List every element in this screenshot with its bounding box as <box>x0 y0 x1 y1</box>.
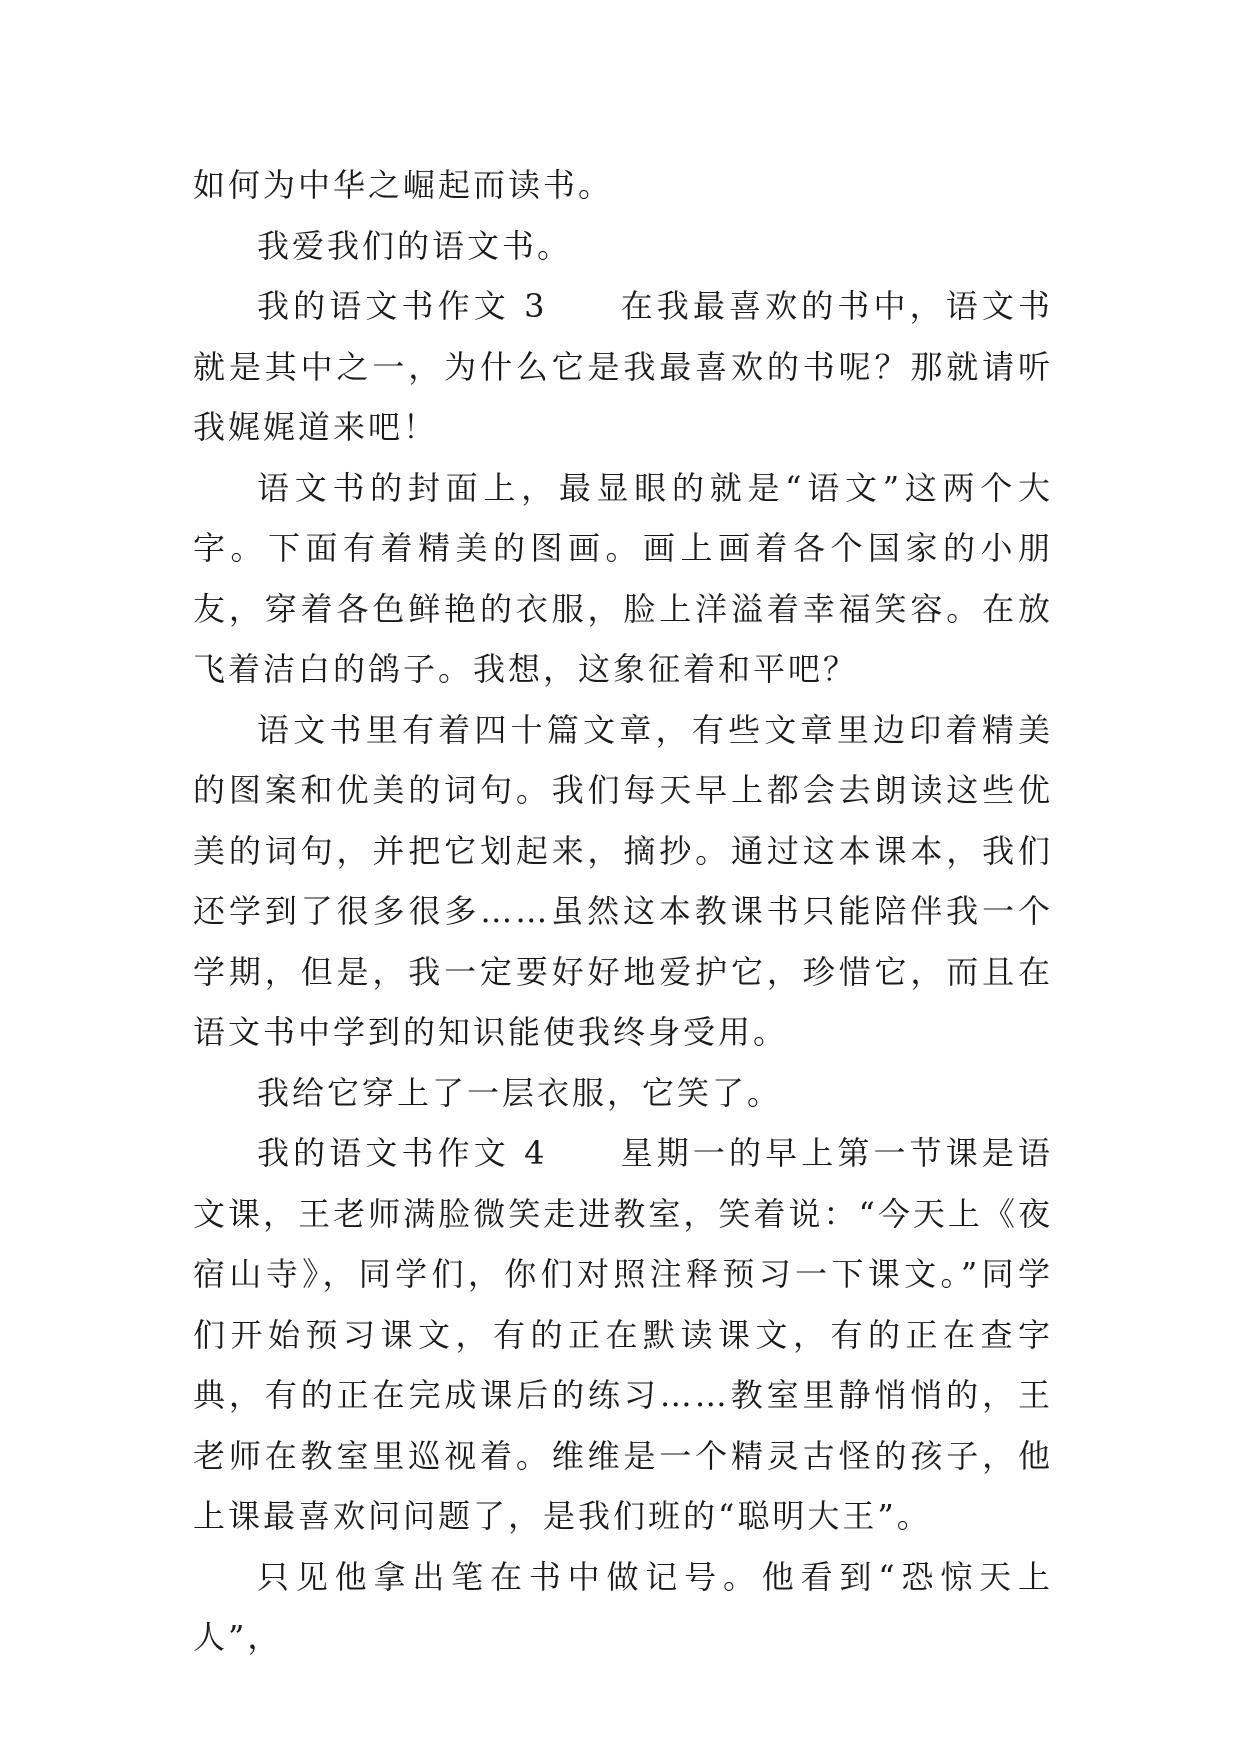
paragraph-7 <box>193 1123 1053 1547</box>
essay-heading-3: 我的语文书作文 3 <box>257 287 548 325</box>
paragraph-5: 语文书里有着四十篇文章，有些文章里边印着精美的图案和优美的词句。我们每天早上都会去朗读这些优美的词句，并把它划起来，摘抄。通过这本课本，我们还学到了很多很多……虽然这本教课书只能陪伴我一个学期，但是，我一定要好好地爱护它，珍惜它，而且在语文书中学到的知识能使我终身受用。 <box>193 710 1053 1051</box>
paragraph-6: 我给它穿上了一层衣服，它笑了。 <box>257 1073 783 1112</box>
article-body <box>193 155 1053 1668</box>
paragraph-4: 语文书的封面上，最显眼的就是“语文”这两个大字。下面有着精美的图画。画上画着各个国家的小朋友，穿着各色鲜艳的衣服，脸上洋溢着幸福笑容。在放飞着洁白的鸽子。我想，这象征着和平吧？ <box>193 468 1053 688</box>
paragraph-2: 我爱我们的语文书。 <box>257 226 573 265</box>
paragraph-1: 如何为中华之崛起而读书。 <box>193 166 614 204</box>
essay-heading-4: 我的语文书作文 4 <box>257 1134 548 1172</box>
paragraph-3 <box>193 276 1053 458</box>
paragraph-8: 只见他拿出笔在书中做记号。他看到“恐惊天上人”， <box>193 1557 1053 1656</box>
paragraph-7-text: 星期一的早上第一节课是语文课，王老师满脸微笑走进教室，笑着说：“今天上《夜宿山寺》，同学们，你们对照注释预习一下课文。”同学们开始预习课文，有的正在默读课文，有的正在查字典，有的正在完成课后的练习……教室里静悄悄的，王老师在教室里巡视着。维维是一个精灵古怪的孩子，他上课最喜欢问问题了，是我们班的“聪明大王”。 <box>193 1134 1053 1535</box>
paragraph-3-text: 在我最喜欢的书中，语文书就是其中之一，为什么它是我最喜欢的书呢？那就请听我娓娓道来吧！ <box>193 287 1053 446</box>
